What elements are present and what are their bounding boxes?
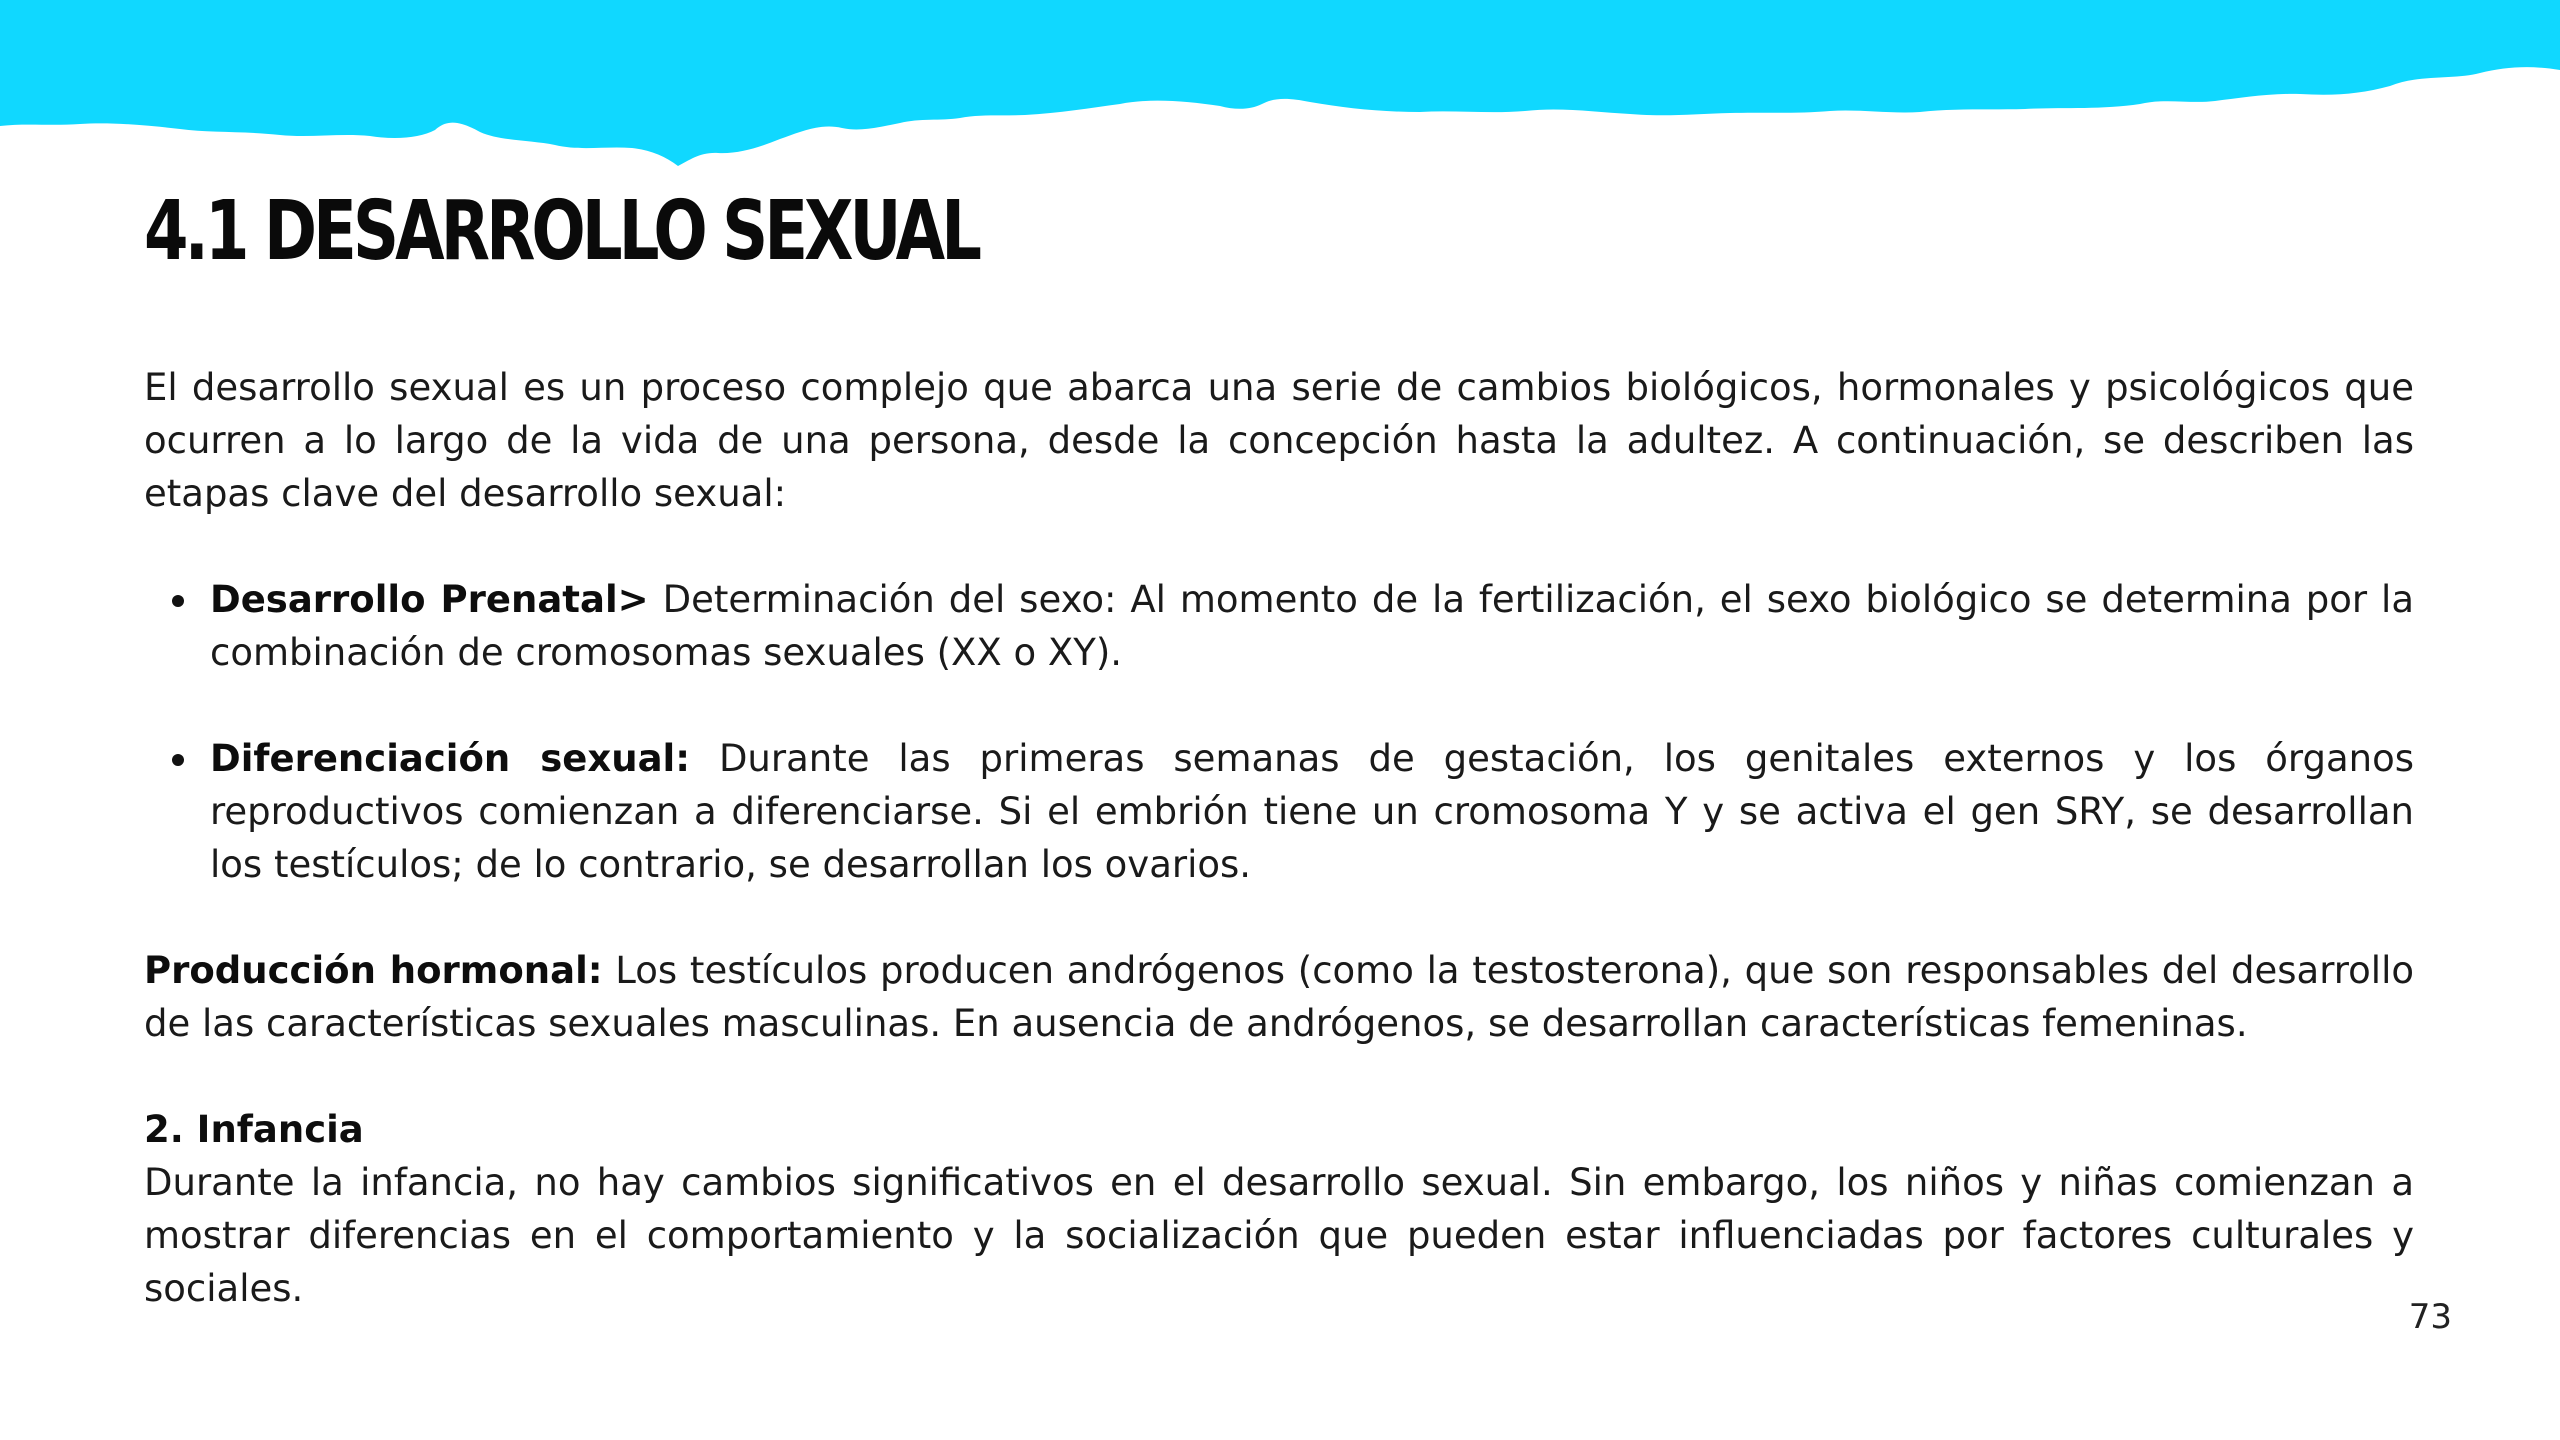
section-heading-infancia: 2. Infancia <box>144 1108 364 1151</box>
hormonal-text: Los testículos producen andrógenos (como la testosterona), que son responsables del desarrollo de las características sexuales masculinas. En ausencia de andrógenos, se desarrollan características femeninas. <box>144 949 2414 1045</box>
intro-paragraph: El desarrollo sexual es un proceso complejo que abarca una serie de cambios biológicos, hormonales y psicológicos que ocurren a lo largo de la vida de una persona, desde la concepción hasta la adultez. A continuación, se describen las etapas clave del desarrollo sexual: <box>144 366 2414 515</box>
torn-paper-banner <box>0 0 2560 180</box>
document-body <box>144 361 2414 1315</box>
bullet-diferenciacion-label: Diferenciación sexual: <box>210 737 691 780</box>
page-number: 73 <box>2408 1297 2452 1337</box>
page-title: 4.1 DESARROLLO SEXUAL <box>144 184 979 279</box>
hormonal-paragraph <box>144 944 2414 1050</box>
bullet-diferenciacion-text: Durante las primeras semanas de gestación, los genitales externos y los órganos reproductivos comienzan a diferenciarse. Si el embrión tiene un cromosoma Y y se activa el gen SRY, se desarrollan los testículos; de lo contrario, se desarrollan los ovarios. <box>210 737 2414 886</box>
hormonal-label: Producción hormonal: <box>144 949 603 992</box>
bullet-dot <box>172 754 184 766</box>
spacer <box>144 679 2414 732</box>
bullet-prenatal-label: Desarrollo Prenatal> <box>210 578 649 621</box>
bullet-diferenciacion <box>144 732 2414 891</box>
bullet-prenatal-text: Determinación del sexo: Al momento de la fertilización, el sexo biológico se determina por la combinación de cromosomas sexuales (XX o XY). <box>210 578 2415 674</box>
bullet-dot <box>172 595 184 607</box>
bullet-prenatal <box>144 573 2414 679</box>
spacer <box>144 891 2414 944</box>
banner-shape <box>0 0 2560 166</box>
spacer <box>144 520 2414 573</box>
spacer <box>144 1050 2414 1103</box>
infancia-paragraph: Durante la infancia, no hay cambios significativos en el desarrollo sexual. Sin embargo, los niños y niñas comienzan a mostrar diferencias en el comportamiento y la socialización que pueden estar influenciadas por factores culturales y sociales. <box>144 1161 2414 1310</box>
